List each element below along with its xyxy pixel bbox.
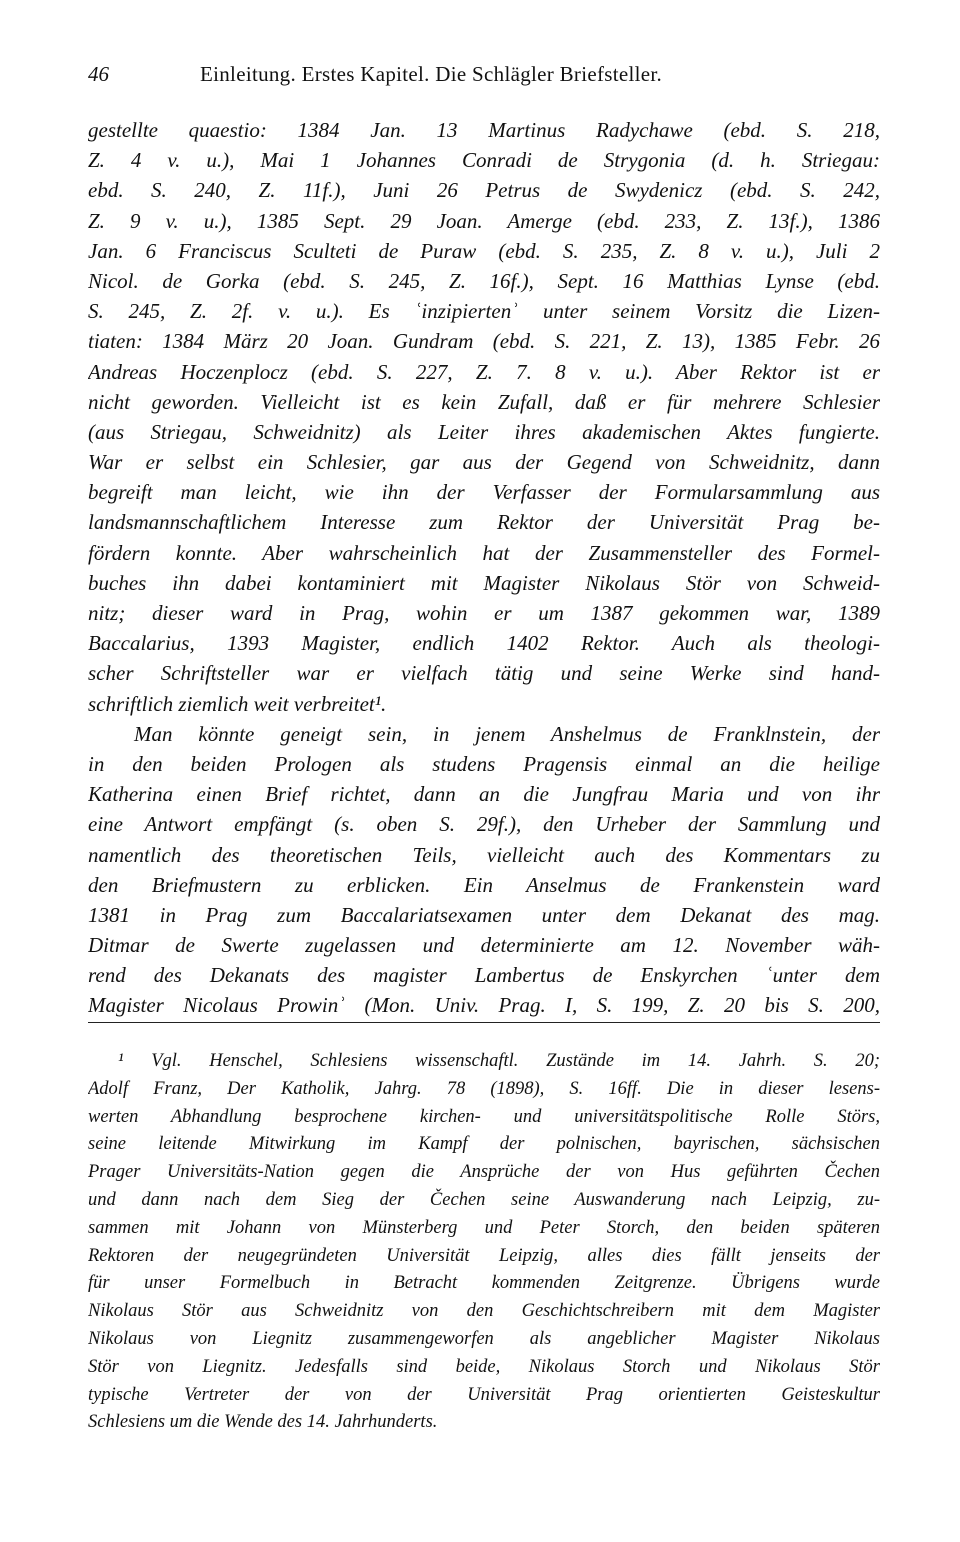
text-line: War er selbst ein Schlesier, gar aus der Gegend von Schweidnitz, dann xyxy=(88,450,880,475)
text-line: nicht geworden. Vielleicht ist es kein Zufall, daß er für mehrere Schlesier xyxy=(88,389,880,414)
footnote-line: Stör von Liegnitz. Jedesfalls sind beide, Nikolaus Storch und Nikolaus Stör xyxy=(88,1356,880,1377)
footnote-line: ¹ Vgl. Henschel, Schlesiens wissenschaftl. Zustände im 14. Jahrh. S. 20; xyxy=(118,1051,880,1071)
footnote-line: Nikolaus Stör aus Schweidnitz von den Geschichtschreibern mit dem Magister xyxy=(88,1301,880,1322)
footnotes xyxy=(88,1048,880,1437)
footnote-line: werten Abhandlung besprochene kirchen- und universitätspolitische Rolle Störs, xyxy=(88,1106,880,1127)
text-line: begreift man leicht, wie ihn der Verfasser der Formularsammlung aus xyxy=(88,480,880,505)
text-line: nitz; dieser ward in Prag, wohin er um 1387 gekommen war, 1389 xyxy=(88,601,880,625)
text-line: scher Schriftsteller war er vielfach tätig und seine Werke sind hand- xyxy=(88,661,880,686)
page-header xyxy=(88,62,880,92)
main-text xyxy=(88,115,880,1021)
text-line: den Briefmustern zu erblicken. Ein Anselmus de Frankenstein ward xyxy=(88,872,880,897)
text-line: 1381 in Prag zum Baccalariatsexamen unter dem Dekanat des mag. xyxy=(88,902,880,927)
footnote-line: und dann nach dem Sieg der Čechen seine Auswanderung nach Leipzig, zu- xyxy=(88,1189,880,1210)
text-line: in den beiden Prologen als studens Pragensis einmal an die heilige xyxy=(88,751,880,776)
text-line: Jan. 6 Franciscus Sculteti de Puraw (ebd. S. 235, Z. 8 v. u.), Juli 2 xyxy=(88,238,880,263)
footnote-line: Nikolaus von Liegnitz zusammengeworfen als angeblicher Magister Nikolaus xyxy=(88,1328,880,1349)
text-line: Ditmar de Swerte zugelassen und determinierte am 12. November wäh- xyxy=(88,933,880,958)
text-line: Magister Nicolaus Prowinʾ (Mon. Univ. Prag. I, S. 199, Z. 20 bis S. 200, xyxy=(88,993,880,1018)
text-line: S. 245, Z. 2f. v. u.). Es ʿinzipiertenʾ unter seinem Vorsitz die Lizen- xyxy=(88,299,880,324)
footnote-line: Rektoren der neugegründeten Universität Leipzig, alles dies fällt jenseits der xyxy=(88,1245,880,1266)
footnote-line: Adolf Franz, Der Katholik, Jahrg. 78 (1898), S. 16ff. Die in dieser lesens- xyxy=(88,1078,880,1099)
footnote-line: für unser Formelbuch in Betracht kommenden Zeitgrenze. Übrigens wurde xyxy=(88,1273,880,1294)
running-title: Einleitung. Erstes Kapitel. Die Schlägler Briefsteller. xyxy=(200,62,663,86)
text-line: ebd. S. 240, Z. 11f.), Juni 26 Petrus de Swydenicz (ebd. S. 242, xyxy=(88,178,880,203)
footnote-line: seine leitende Mitwirkung im Kampf der polnischen, bayrischen, sächsischen xyxy=(88,1134,880,1155)
text-line: (aus Striegau, Schweidnitz) als Leiter ihres akademischen Aktes fungierte. xyxy=(88,419,880,444)
text-line: Baccalarius, 1393 Magister, endlich 1402 Rektor. Auch als theologi- xyxy=(88,631,880,656)
text-line: Z. 4 v. u.), Mai 1 Johannes Conradi de Strygonia (d. h. Striegau: xyxy=(88,148,880,173)
page-number: 46 xyxy=(88,62,109,86)
footnote-line: Schlesiens um die Wende des 14. Jahrhunderts. xyxy=(88,1412,438,1433)
text-line: namentlich des theoretischen Teils, vielleicht auch des Kommentars zu xyxy=(88,842,880,867)
text-line: tiaten: 1384 März 20 Joan. Gundram (ebd. S. 221, Z. 13), 1385 Febr. 26 xyxy=(88,329,880,354)
text-line: rend des Dekanats des magister Lambertus de Enskyrchen ʿunter dem xyxy=(88,963,880,988)
text-line: Man könnte geneigt sein, in jenem Anshelmus de Franklnstein, der xyxy=(134,721,880,746)
text-line: landsmannschaftlichem Interesse zum Rektor der Universität Prag be- xyxy=(88,510,880,535)
text-line: Nicol. de Gorka (ebd. S. 245, Z. 16f.), Sept. 16 Matthias Lynse (ebd. xyxy=(88,268,880,293)
text-line: Katherina einen Brief richtet, dann an die Jungfrau Maria und von ihr xyxy=(88,782,880,807)
text-line: Z. 9 v. u.), 1385 Sept. 29 Joan. Amerge (ebd. 233, Z. 13f.), 1386 xyxy=(88,208,880,233)
text-line: fördern konnte. Aber wahrscheinlich hat der Zusammensteller des Formel- xyxy=(88,540,880,565)
footnote-line: sammen mit Johann von Münsterberg und Peter Storch, den beiden späteren xyxy=(88,1217,880,1238)
text-line: eine Antwort empfängt (s. oben S. 29f.), den Urheber der Sammlung und xyxy=(88,812,880,837)
text-line: buches ihn dabei kontaminiert mit Magister Nikolaus Stör von Schweid- xyxy=(88,570,880,595)
footnote-line: Prager Universitäts-Nation gegen die Ansprüche der von Hus geführten Čechen xyxy=(88,1162,880,1183)
footnote-divider xyxy=(88,1022,880,1023)
text-line: schriftlich ziemlich weit verbreitet¹. xyxy=(88,691,387,716)
text-line: gestellte quaestio: 1384 Jan. 13 Martinus Radychawe (ebd. S. 218, xyxy=(88,118,880,142)
text-line: Andreas Hoczenplocz (ebd. S. 227, Z. 7. 8 v. u.). Aber Rektor ist er xyxy=(88,359,880,384)
footnote-line: typische Vertreter der von der Universität Prag orientierten Geisteskultur xyxy=(88,1384,880,1405)
